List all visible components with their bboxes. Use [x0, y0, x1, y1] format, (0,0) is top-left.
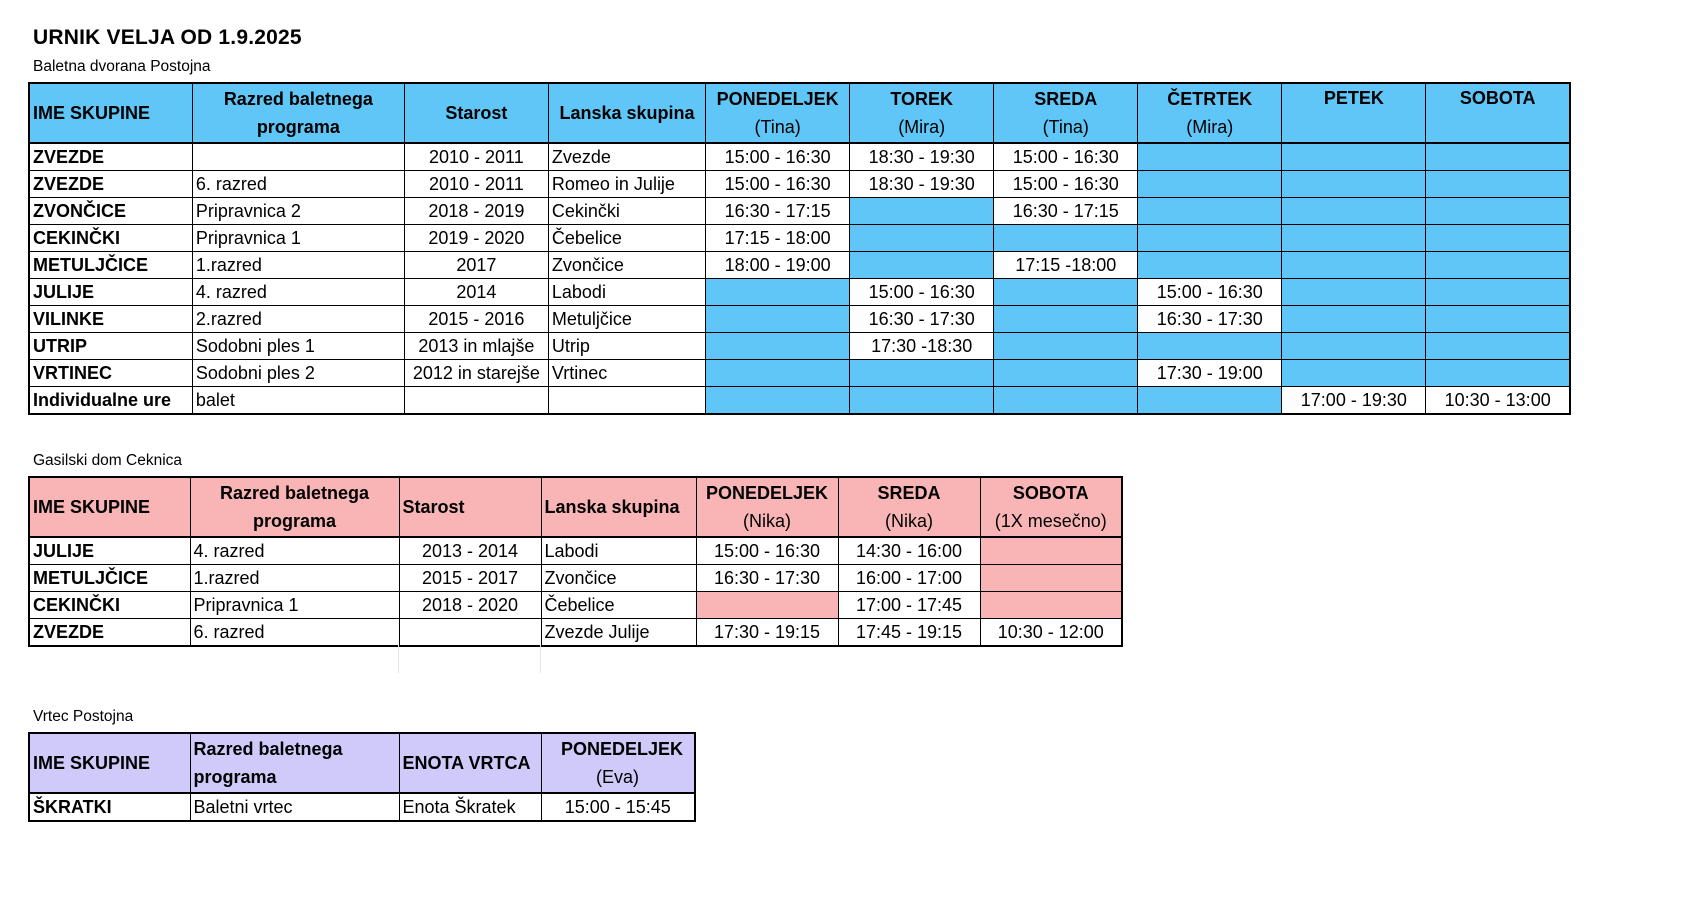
time-slot-cell: 15:00 - 16:30	[1138, 279, 1282, 306]
age-cell: 2015 - 2017	[399, 565, 541, 592]
table-row	[29, 333, 1570, 360]
time-slot-cell	[1138, 333, 1282, 360]
day-name: SREDA	[1034, 89, 1098, 109]
table-row	[29, 793, 695, 821]
last-group-cell: Labodi	[541, 537, 696, 565]
time-slot-cell	[994, 279, 1138, 306]
schedule-table-kindergarten	[28, 732, 696, 822]
header-group-name: IME SKUPINE	[29, 733, 190, 793]
header-program-line2: programa	[252, 511, 337, 531]
table-row	[29, 279, 1570, 306]
last-group-cell: Čebelice	[541, 592, 696, 619]
age-cell: 2012 in starejše	[404, 360, 548, 387]
schedule-table-postojna-hall	[28, 82, 1571, 415]
program-cell: 4. razred	[190, 537, 399, 565]
time-slot-cell	[1426, 279, 1570, 306]
group-name-cell: ŠKRATKI	[29, 793, 190, 821]
group-name-cell: JULIJE	[29, 279, 192, 306]
group-name-cell: VILINKE	[29, 306, 192, 333]
group-name-cell: VRTINEC	[29, 360, 192, 387]
time-slot-cell	[1282, 333, 1426, 360]
time-slot-cell: 16:30 - 17:30	[850, 306, 994, 333]
last-group-cell: Vrtinec	[548, 360, 705, 387]
header-row	[29, 83, 1570, 143]
header-age: Starost	[404, 83, 548, 143]
day-name: PONEDELJEK	[705, 483, 829, 503]
time-slot-cell	[1282, 171, 1426, 198]
time-slot-cell: 14:30 - 16:00	[838, 537, 980, 565]
teacher-name: (1X mesečno)	[994, 511, 1107, 531]
table-row	[29, 387, 1570, 415]
day-name: PETEK	[1323, 88, 1384, 108]
time-slot-cell	[1138, 171, 1282, 198]
age-cell: 2013 in mlajše	[404, 333, 548, 360]
last-group-cell	[548, 387, 705, 415]
time-slot-cell	[1282, 225, 1426, 252]
header-day-thursday	[1138, 83, 1282, 143]
header-day-monday	[696, 477, 838, 537]
day-name: PONEDELJEK	[716, 89, 839, 109]
header-day-wednesday	[838, 477, 980, 537]
table-row	[29, 306, 1570, 333]
time-slot-cell	[706, 306, 850, 333]
group-name-cell: CEKINČKI	[29, 592, 190, 619]
teacher-name: (Tina)	[754, 117, 801, 137]
teacher-name: (Tina)	[1042, 117, 1089, 137]
time-slot-cell	[1426, 171, 1570, 198]
table-row	[29, 252, 1570, 279]
unit-cell: Enota Škratek	[399, 793, 541, 821]
time-slot-cell: 16:30 - 17:30	[696, 565, 838, 592]
table-row	[29, 198, 1570, 225]
time-slot-cell	[1282, 198, 1426, 225]
header-program-line1: Razred baletnega	[193, 739, 343, 759]
last-group-cell: Zvončice	[548, 252, 705, 279]
age-cell: 2013 - 2014	[399, 537, 541, 565]
header-row	[29, 733, 695, 793]
program-cell: Pripravnica 2	[192, 198, 404, 225]
teacher-name: (Eva)	[595, 767, 639, 787]
time-slot-cell	[994, 333, 1138, 360]
time-slot-cell	[980, 537, 1122, 565]
time-slot-cell: 15:00 - 16:30	[994, 171, 1138, 198]
time-slot-cell: 17:15 - 18:00	[706, 225, 850, 252]
time-slot-cell	[1138, 252, 1282, 279]
time-slot-cell: 17:00 - 17:45	[838, 592, 980, 619]
time-slot-cell	[1138, 387, 1282, 415]
page-title: URNIK VELJA OD 1.9.2025	[33, 26, 302, 49]
teacher-name: (Nika)	[885, 511, 933, 531]
time-slot-cell: 17:30 - 19:15	[696, 619, 838, 647]
program-cell: Sodobni ples 1	[192, 333, 404, 360]
day-name: SOBOTA	[1459, 88, 1536, 108]
time-slot-cell: 16:30 - 17:15	[994, 198, 1138, 225]
table-row	[29, 592, 1122, 619]
time-slot-cell	[706, 279, 850, 306]
program-cell: 1.razred	[190, 565, 399, 592]
header-unit: ENOTA VRTCA	[399, 733, 541, 793]
header-last-group: Lanska skupina	[541, 477, 696, 537]
time-slot-cell	[850, 225, 994, 252]
age-cell: 2019 - 2020	[404, 225, 548, 252]
program-cell: Pripravnica 1	[190, 592, 399, 619]
schedule-table-ceknica	[28, 476, 1123, 647]
table-row	[29, 360, 1570, 387]
program-cell: balet	[192, 387, 404, 415]
time-slot-cell	[696, 592, 838, 619]
last-group-cell: Zvončice	[541, 565, 696, 592]
time-slot-cell	[706, 387, 850, 415]
header-day-friday	[1282, 83, 1426, 143]
time-slot-cell	[980, 592, 1122, 619]
group-name-cell: UTRIP	[29, 333, 192, 360]
teacher-name: (Mira)	[898, 117, 946, 137]
time-slot-cell	[706, 360, 850, 387]
location-label-kindergarten: Vrtec Postojna	[33, 708, 134, 725]
group-name-cell: CEKINČKI	[29, 225, 192, 252]
time-slot-cell: 16:30 - 17:15	[706, 198, 850, 225]
time-slot-cell: 18:30 - 19:30	[850, 143, 994, 171]
time-slot-cell: 10:30 - 13:00	[1426, 387, 1570, 415]
group-name-cell: JULIJE	[29, 537, 190, 565]
age-cell	[399, 619, 541, 647]
program-cell: Pripravnica 1	[192, 225, 404, 252]
table-row	[29, 565, 1122, 592]
teacher-name: (Nika)	[743, 511, 791, 531]
time-slot-cell	[1426, 306, 1570, 333]
day-name: SREDA	[877, 483, 941, 503]
time-slot-cell: 17:45 - 19:15	[838, 619, 980, 647]
time-slot-cell: 10:30 - 12:00	[980, 619, 1122, 647]
teacher-name: (Mira)	[1186, 117, 1234, 137]
time-slot-cell	[1426, 143, 1570, 171]
header-program	[190, 477, 399, 537]
age-cell	[404, 387, 548, 415]
header-program	[192, 83, 404, 143]
group-name-cell: ZVEZDE	[29, 619, 190, 647]
time-slot-cell	[1282, 279, 1426, 306]
time-slot-cell: 18:30 - 19:30	[850, 171, 994, 198]
time-slot-cell	[706, 333, 850, 360]
program-cell	[192, 143, 404, 171]
time-slot-cell	[1426, 333, 1570, 360]
group-name-cell: Individualne ure	[29, 387, 192, 415]
last-group-cell: Čebelice	[548, 225, 705, 252]
table-row	[29, 619, 1122, 647]
header-day-monday	[706, 83, 850, 143]
time-slot-cell: 15:00 - 16:30	[850, 279, 994, 306]
program-cell: 6. razred	[190, 619, 399, 647]
time-slot-cell: 17:15 -18:00	[994, 252, 1138, 279]
header-program-line2: programa	[193, 767, 277, 787]
program-cell: 6. razred	[192, 171, 404, 198]
time-slot-cell	[1282, 306, 1426, 333]
header-day-saturday	[1426, 83, 1570, 143]
time-slot-cell	[850, 252, 994, 279]
time-slot-cell: 17:30 - 19:00	[1138, 360, 1282, 387]
header-day-wednesday	[994, 83, 1138, 143]
time-slot-cell: 18:00 - 19:00	[706, 252, 850, 279]
header-day-tuesday	[850, 83, 994, 143]
time-slot-cell	[850, 387, 994, 415]
table-row	[29, 143, 1570, 171]
header-row	[29, 477, 1122, 537]
header-day-saturday	[980, 477, 1122, 537]
header-age: Starost	[399, 477, 541, 537]
last-group-cell: Romeo in Julije	[548, 171, 705, 198]
time-slot-cell: 15:00 - 15:45	[541, 793, 695, 821]
last-group-cell: Labodi	[548, 279, 705, 306]
gridline	[540, 645, 541, 673]
time-slot-cell	[1138, 198, 1282, 225]
last-group-cell: Metuljčice	[548, 306, 705, 333]
program-cell: 1.razred	[192, 252, 404, 279]
program-cell: Sodobni ples 2	[192, 360, 404, 387]
age-cell: 2018 - 2019	[404, 198, 548, 225]
last-group-cell: Zvezde Julije	[541, 619, 696, 647]
time-slot-cell	[980, 565, 1122, 592]
time-slot-cell	[1282, 143, 1426, 171]
time-slot-cell	[994, 225, 1138, 252]
table-row	[29, 225, 1570, 252]
header-program-line1: Razred baletnega	[219, 483, 370, 503]
time-slot-cell: 15:00 - 16:30	[696, 537, 838, 565]
header-group-name: IME SKUPINE	[29, 477, 190, 537]
time-slot-cell	[850, 198, 994, 225]
day-name: PONEDELJEK	[560, 739, 683, 759]
program-cell: 2.razred	[192, 306, 404, 333]
table-row	[29, 171, 1570, 198]
header-program-line2: programa	[256, 117, 340, 137]
time-slot-cell	[994, 387, 1138, 415]
last-group-cell: Zvezde	[548, 143, 705, 171]
time-slot-cell: 16:30 - 17:30	[1138, 306, 1282, 333]
time-slot-cell	[1138, 225, 1282, 252]
location-label-ceknica: Gasilski dom Ceknica	[33, 452, 183, 469]
program-cell: Baletni vrtec	[190, 793, 399, 821]
time-slot-cell	[1138, 143, 1282, 171]
location-label-postojna-hall: Baletna dvorana Postojna	[33, 58, 211, 75]
age-cell: 2010 - 2011	[404, 171, 548, 198]
time-slot-cell	[1426, 225, 1570, 252]
header-group-name: IME SKUPINE	[29, 83, 192, 143]
last-group-cell: Utrip	[548, 333, 705, 360]
time-slot-cell: 16:00 - 17:00	[838, 565, 980, 592]
time-slot-cell	[1426, 252, 1570, 279]
header-day-monday	[541, 733, 695, 793]
age-cell: 2018 - 2020	[399, 592, 541, 619]
table-row	[29, 537, 1122, 565]
time-slot-cell: 17:30 -18:30	[850, 333, 994, 360]
time-slot-cell	[1426, 198, 1570, 225]
time-slot-cell	[1426, 360, 1570, 387]
header-program-line1: Razred baletnega	[223, 89, 373, 109]
time-slot-cell	[994, 306, 1138, 333]
day-name: ČETRTEK	[1167, 89, 1253, 109]
age-cell: 2015 - 2016	[404, 306, 548, 333]
group-name-cell: METULJČICE	[29, 252, 192, 279]
day-name: TOREK	[890, 89, 954, 109]
group-name-cell: METULJČICE	[29, 565, 190, 592]
time-slot-cell: 17:00 - 19:30	[1282, 387, 1426, 415]
time-slot-cell	[994, 360, 1138, 387]
time-slot-cell	[1282, 360, 1426, 387]
day-name: SOBOTA	[1012, 483, 1089, 503]
age-cell: 2017	[404, 252, 548, 279]
header-last-group: Lanska skupina	[548, 83, 705, 143]
last-group-cell: Cekinčki	[548, 198, 705, 225]
gridline	[398, 645, 399, 673]
time-slot-cell: 15:00 - 16:30	[994, 143, 1138, 171]
group-name-cell: ZVEZDE	[29, 143, 192, 171]
time-slot-cell: 15:00 - 16:30	[706, 171, 850, 198]
group-name-cell: ZVONČICE	[29, 198, 192, 225]
time-slot-cell	[850, 360, 994, 387]
time-slot-cell	[1282, 252, 1426, 279]
age-cell: 2010 - 2011	[404, 143, 548, 171]
program-cell: 4. razred	[192, 279, 404, 306]
group-name-cell: ZVEZDE	[29, 171, 192, 198]
age-cell: 2014	[404, 279, 548, 306]
header-program	[190, 733, 399, 793]
time-slot-cell: 15:00 - 16:30	[706, 143, 850, 171]
